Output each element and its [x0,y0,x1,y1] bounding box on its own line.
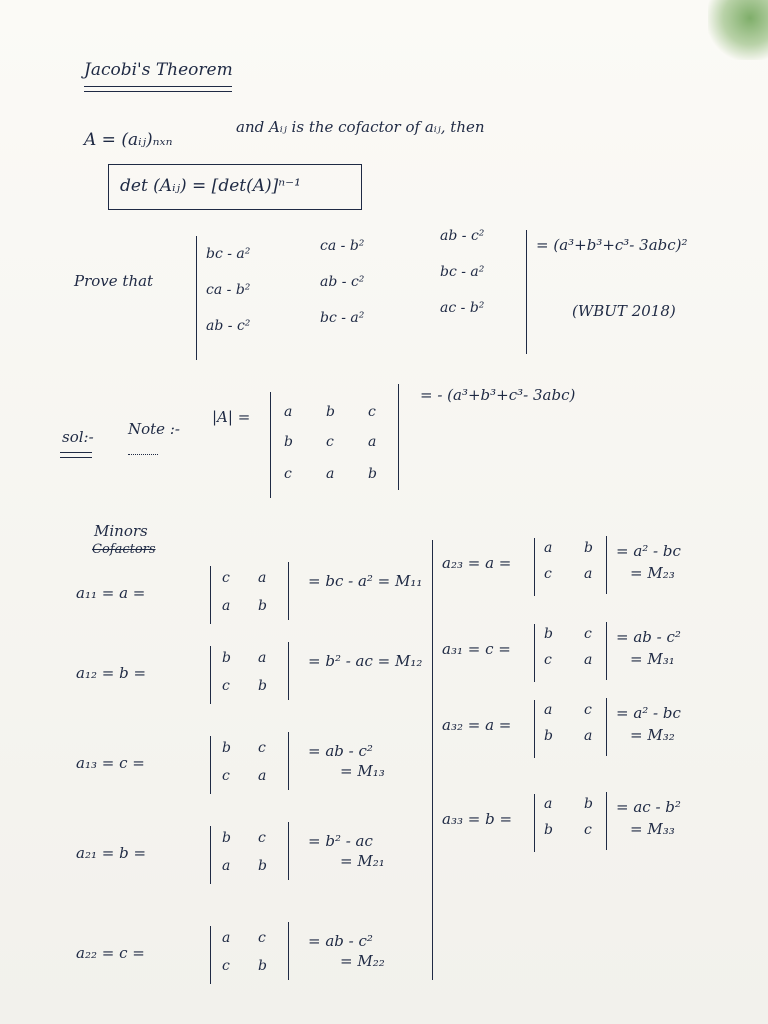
minor-matrix-left-bar [210,926,211,984]
solution-matrix-cell: a [284,404,293,420]
minor-matrix-cell: a [544,702,553,718]
minor-result: = ab - c² [308,932,373,950]
minor-matrix-cell: a [584,652,593,668]
minor-entry-label: a₃₂ = a = [442,716,512,734]
solution-matrix-cell: a [326,466,335,482]
minor-matrix-right-bar [288,562,289,620]
minor-matrix-cell: b [258,598,267,614]
minor-matrix-cell: c [258,740,266,756]
prove-matrix-cell: ac - b² [440,300,485,316]
minor-matrix-right-bar [288,732,289,790]
minor-matrix-cell: a [544,796,553,812]
minor-matrix-cell: a [258,570,267,586]
minor-matrix-cell: a [544,540,553,556]
minor-entry-label: a₁₁ = a = [76,584,146,602]
solution-matrix-cell: a [368,434,377,450]
minor-matrix-cell: c [544,652,552,668]
minor-entry-label: a₂₂ = c = [76,944,145,962]
minor-matrix-right-bar [606,792,607,850]
solution-matrix-cell: c [326,434,334,450]
minor-matrix-right-bar [606,536,607,594]
minor-matrix-left-bar [210,826,211,884]
minor-symbol: = M₂₂ [340,952,385,970]
minor-result: = a² - bc [616,542,681,560]
prove-matrix-right-bar [526,230,527,354]
solution-matrix-cell: c [368,404,376,420]
det-label: |A| = [212,408,251,426]
minor-matrix-cell: c [544,566,552,582]
theorem-formula: det (Aᵢⱼ) = [det(A)]ⁿ⁻¹ [120,176,301,196]
minor-entry-label: a₂₁ = b = [76,844,147,862]
minor-matrix-left-bar [534,624,535,682]
minor-matrix-cell: c [584,702,592,718]
solution-rhs: = - (a³+b³+c³- 3abc) [420,386,576,404]
minor-symbol: = M₁₃ [340,762,385,780]
exam-source: (WBUT 2018) [572,302,676,320]
minor-result: = b² - ac = M₁₂ [308,652,423,670]
minor-matrix-cell: c [222,570,230,586]
minor-matrix-cell: b [258,858,267,874]
minor-matrix-cell: b [222,830,231,846]
prove-matrix-cell: bc - a² [440,264,485,280]
minor-matrix-cell: b [258,678,267,694]
prove-matrix-cell: ab - c² [440,228,485,244]
minor-matrix-cell: c [222,768,230,784]
minor-result: = ab - c² [616,628,681,646]
minor-symbol: = M₂₁ [340,852,385,870]
minor-entry-label: a₃₃ = b = [442,810,513,828]
prove-matrix-cell: ca - b² [320,238,365,254]
solution-label: sol:- [62,428,94,446]
prove-label: Prove that [74,272,154,290]
prove-matrix-cell: bc - a² [320,310,365,326]
minor-matrix-left-bar [534,794,535,852]
minor-matrix-cell: b [584,796,593,812]
minor-matrix-left-bar [534,700,535,758]
minor-matrix-cell: a [258,650,267,666]
minors-heading: Minors [94,522,148,540]
minor-matrix-right-bar [288,642,289,700]
prove-rhs: = (a³+b³+c³- 3abc)² [536,236,688,254]
prove-matrix-left-bar [196,236,197,360]
minor-matrix-cell: b [584,540,593,556]
column-divider [432,540,433,980]
minor-result: = bc - a² = M₁₁ [308,572,423,590]
solution-underline-2 [60,457,92,458]
minor-matrix-left-bar [534,538,535,596]
minor-matrix-right-bar [288,822,289,880]
minor-matrix-cell: b [544,822,553,838]
minor-entry-label: a₂₃ = a = [442,554,512,572]
sol-matrix-left-bar [270,392,271,498]
solution-matrix-cell: b [284,434,293,450]
minor-matrix-cell: c [258,930,266,946]
minor-entry-label: a₁₃ = c = [76,754,145,772]
minor-matrix-cell: a [258,768,267,784]
minor-matrix-right-bar [606,698,607,756]
minor-matrix-cell: a [222,858,231,874]
note-underline [128,450,158,455]
minor-entry-label: a₃₁ = c = [442,640,511,658]
minor-matrix-cell: c [258,830,266,846]
minor-matrix-cell: a [584,728,593,744]
minor-matrix-cell: b [222,650,231,666]
leaf-decoration [708,0,768,60]
note-label: Note :- [128,420,180,438]
minor-entry-label: a₁₂ = b = [76,664,147,682]
minor-matrix-left-bar [210,646,211,704]
prove-matrix-cell: ab - c² [206,318,251,334]
minor-matrix-cell: b [544,626,553,642]
minor-result: = ac - b² [616,798,681,816]
minor-matrix-cell: c [584,626,592,642]
minor-matrix-cell: b [222,740,231,756]
minor-matrix-cell: a [222,930,231,946]
minor-symbol: = M₃₃ [630,820,675,838]
minor-matrix-cell: a [222,598,231,614]
solution-underline [60,452,92,453]
minor-result: = b² - ac [308,832,373,850]
solution-matrix-cell: b [368,466,377,482]
minor-matrix-right-bar [288,922,289,980]
minor-matrix-cell: b [544,728,553,744]
minor-matrix-cell: a [584,566,593,582]
cofactors-struck: Cofactors [92,542,156,557]
minor-result: = ab - c² [308,742,373,760]
matrix-definition: A = (aᵢⱼ)ₙₓₙ [84,130,173,150]
minor-matrix-left-bar [210,566,211,624]
sol-matrix-right-bar [398,384,399,490]
prove-matrix-cell: ab - c² [320,274,365,290]
title-underline-2 [84,91,232,92]
minor-matrix-right-bar [606,622,607,680]
solution-matrix-cell: b [326,404,335,420]
minor-symbol: = M₃₁ [630,650,675,668]
minor-matrix-left-bar [210,736,211,794]
title-underline [84,86,232,87]
page-title: Jacobi's Theorem [84,60,233,80]
minor-symbol: = M₃₂ [630,726,675,744]
minor-matrix-cell: c [584,822,592,838]
cofactor-statement: and Aᵢⱼ is the cofactor of aᵢⱼ, then [236,118,485,136]
prove-matrix-cell: bc - a² [206,246,251,262]
minor-matrix-cell: c [222,958,230,974]
minor-result: = a² - bc [616,704,681,722]
minor-matrix-cell: b [258,958,267,974]
prove-matrix-cell: ca - b² [206,282,251,298]
minor-symbol: = M₂₃ [630,564,675,582]
solution-matrix-cell: c [284,466,292,482]
minor-matrix-cell: c [222,678,230,694]
